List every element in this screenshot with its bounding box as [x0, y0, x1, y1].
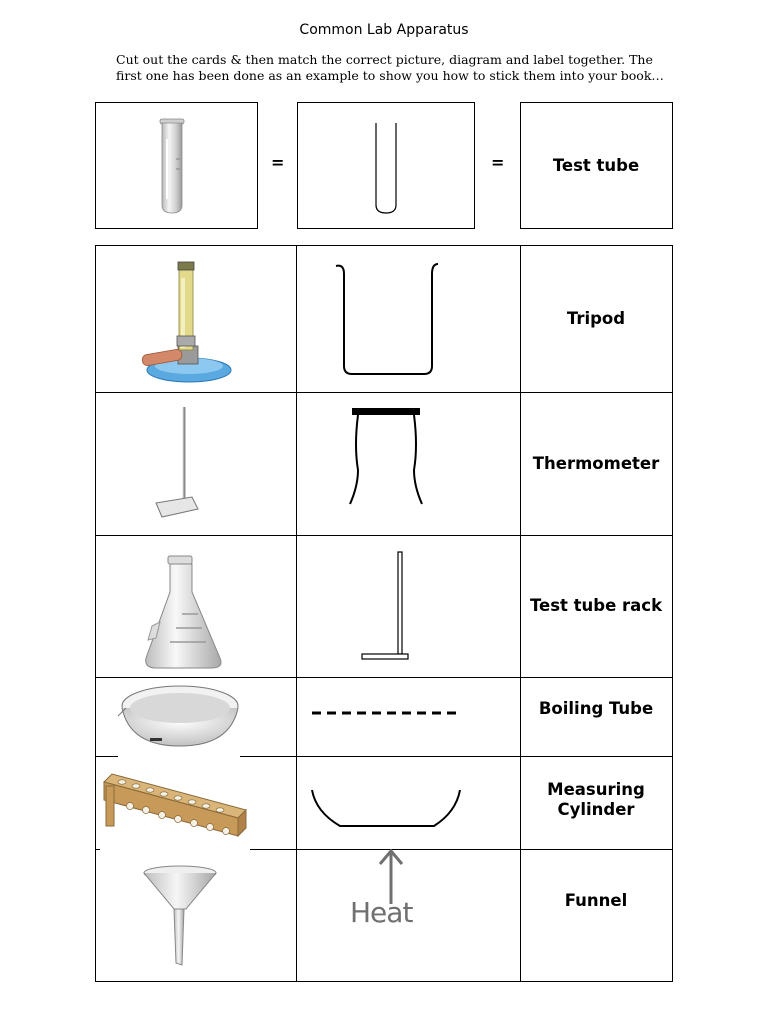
instructions-text: Cut out the cards & then match the correct picture, diagram and label together. The first one has been done as an example to show you how to stick them into your book…	[116, 52, 664, 83]
gauze-diagram-icon	[312, 708, 462, 718]
label-thermometer: Thermometer	[532, 453, 660, 473]
retort-stand-diagram-icon	[358, 548, 418, 663]
test-tube-picture-icon	[156, 119, 196, 219]
label-measuring-cylinder: Measuring Cylinder	[547, 780, 645, 819]
beaker-diagram-icon	[332, 260, 442, 380]
retort-stand-picture-icon	[152, 405, 212, 520]
label-boiling-tube: Boiling Tube	[538, 699, 654, 718]
evaporating-dish-diagram-icon	[308, 788, 468, 833]
conical-flask-picture-icon	[140, 554, 230, 672]
equals-sign: =	[271, 153, 285, 172]
evaporating-dish-picture-icon	[116, 680, 241, 750]
test-tube-rack-picture-icon	[100, 770, 250, 845]
heat-label: Heat	[350, 896, 413, 929]
example-diagram-card	[297, 102, 475, 229]
tripod-diagram-icon	[344, 406, 434, 506]
label-tripod: Tripod	[566, 308, 626, 328]
bunsen-burner-picture-icon	[134, 258, 244, 388]
equals-sign: =	[491, 153, 505, 172]
label-funnel: Funnel	[564, 891, 628, 910]
example-picture-card	[95, 102, 258, 229]
label-test-tube-rack: Test tube rack	[529, 596, 663, 615]
funnel-picture-icon	[140, 863, 220, 968]
cut-gap	[100, 846, 250, 852]
page-title: Common Lab Apparatus	[299, 22, 469, 38]
grid-line	[296, 245, 297, 982]
cut-gap	[118, 753, 240, 759]
label-test-tube: Test tube	[552, 155, 640, 175]
test-tube-diagram-icon	[372, 121, 402, 221]
